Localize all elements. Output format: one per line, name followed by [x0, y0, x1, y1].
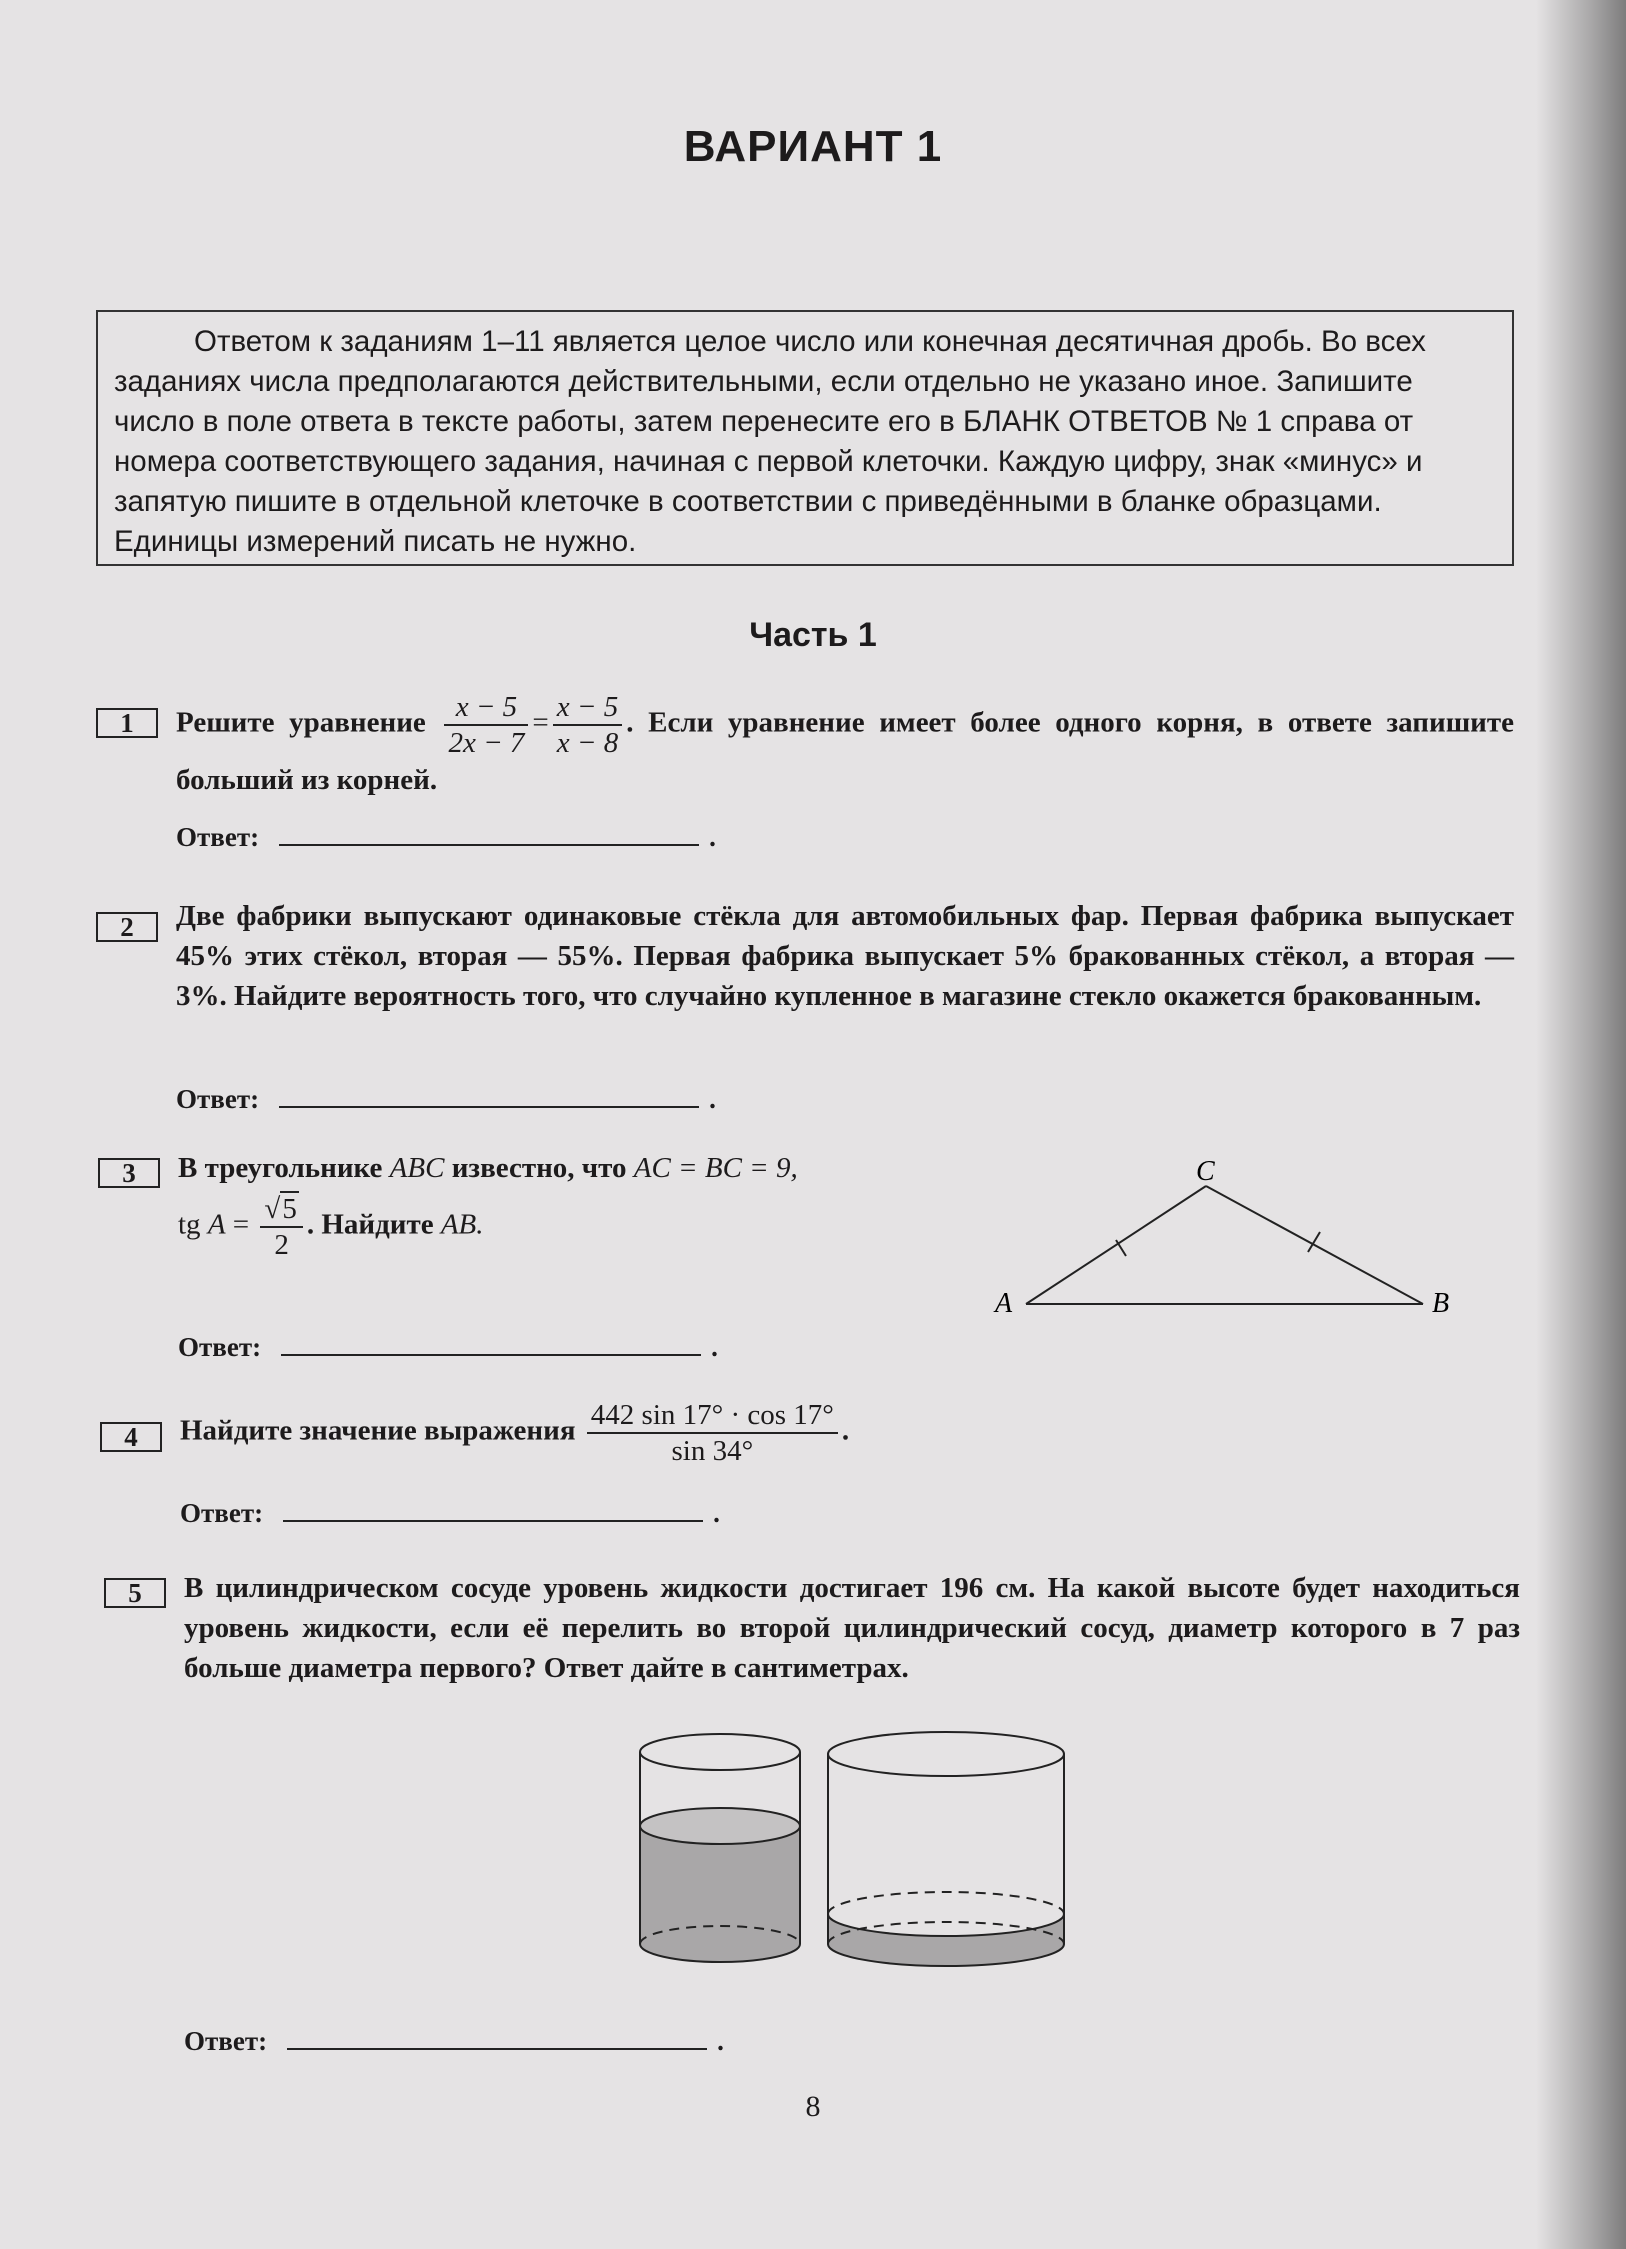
part-title: Часть 1 — [749, 616, 877, 654]
task-number-5: 5 — [104, 1578, 166, 1608]
task-5-text: В цилиндрическом сосуде уровень жидкости достигает 196 см. На какой высоте будет находиться уровень жидкости, если её перелить во второй цилиндрический сосуд, диаметр которого в 7 раз больше диаметра первого? Ответ дайте в сантиметрах. — [184, 1572, 1520, 1684]
vertex-label-a: A — [995, 1288, 1013, 1319]
task-3-intro: В треугольнике — [178, 1152, 383, 1184]
task-4-text — [180, 1398, 1280, 1468]
task-number-1: 1 — [96, 708, 158, 738]
task-number-2: 2 — [96, 912, 158, 942]
task-1-right-numerator: x − 5 — [553, 690, 622, 726]
vertex-label-b: B — [1432, 1288, 1450, 1319]
triangle-shape — [1026, 1186, 1423, 1304]
answer-dot: . — [717, 2026, 724, 2056]
task-4-end: . — [841, 1414, 850, 1447]
task-number-4: 4 — [100, 1422, 162, 1452]
task-1-left-denominator: 2x − 7 — [448, 727, 525, 759]
answer-field-5[interactable] — [287, 2044, 707, 2050]
answer-field-3[interactable] — [281, 1350, 701, 1356]
cylinders-figure — [630, 1730, 1090, 1980]
task-1-text — [176, 690, 1514, 800]
task-3-numerator: √5 — [260, 1192, 302, 1228]
task-1-intro: Решите уравнение — [176, 706, 426, 739]
answer-label: Ответ: — [176, 822, 260, 852]
task-number-3: 3 — [98, 1158, 160, 1188]
task-1-equals: = — [532, 706, 549, 739]
task-1-rest: . Если уравнение имеет более одного корня, в ответе запишите больший из корней. — [176, 706, 1515, 796]
wide-cylinder — [828, 1732, 1064, 1966]
task-4-denominator: sin 34° — [671, 1435, 754, 1467]
answer-dot: . — [711, 1332, 718, 1362]
task-3-abc: ABC — [389, 1152, 445, 1184]
vertex-label-c: C — [1196, 1160, 1215, 1187]
answer-label: Ответ: — [176, 1084, 260, 1114]
task-3-find: . Найдите — [306, 1208, 434, 1241]
task-3-radicand: 5 — [282, 1193, 297, 1225]
narrow-cylinder — [640, 1734, 800, 1962]
answer-label: Ответ: — [180, 1498, 264, 1528]
task-3-tg: tg — [178, 1208, 201, 1241]
task-3-denominator: 2 — [274, 1229, 289, 1261]
answer-field-2[interactable] — [279, 1102, 699, 1108]
task-3-known: известно, что — [451, 1152, 627, 1184]
task-3-equality: AC = BC = 9, — [633, 1152, 798, 1184]
page-edge-shadow — [1536, 0, 1626, 2249]
task-1-answer — [176, 822, 716, 853]
task-2-text: Две фабрики выпускают одинаковые стёкла для автомобильных фар. Первая фабрика выпускает 45% этих стёкол, вторая — 55%. Первая фабрика выпускает 5% бракованных стёкол, а вторая — 3%. Найдите вероятность того, что случайно купленное в магазине стекло окажется бракованным. — [176, 900, 1514, 1012]
task-4-fraction — [587, 1398, 838, 1468]
triangle-figure — [980, 1160, 1480, 1320]
task-1-left-numerator: x − 5 — [444, 690, 528, 726]
task-3-fraction — [260, 1192, 302, 1262]
task-3-ab: AB. — [440, 1208, 484, 1241]
task-1-fraction-right — [553, 690, 622, 760]
instructions-box — [96, 310, 1514, 566]
answer-dot: . — [709, 1084, 716, 1114]
answer-field-1[interactable] — [279, 840, 699, 846]
task-1-fraction-left — [444, 690, 528, 760]
answer-dot: . — [713, 1498, 720, 1528]
task-3-line-1 — [178, 1148, 998, 1188]
task-3-answer — [178, 1332, 718, 1363]
answer-label: Ответ: — [178, 1332, 262, 1362]
task-4-intro: Найдите значение выражения — [180, 1414, 576, 1447]
answer-field-4[interactable] — [283, 1516, 703, 1522]
answer-label: Ответ: — [184, 2026, 268, 2056]
task-5-answer — [184, 2026, 724, 2057]
instructions-text: Ответом к заданиям 1–11 является целое число или конечная десятичная дробь. Во всех заданиях числа предполагаются действительными, если отдельно не указано иное. Запишите число в поле ответа в тексте работы, затем перенесите его в БЛАНК ОТВЕТОВ № 1 справа от номера соответствующего задания, начиная с первой клеточки. Каждую цифру, знак «минус» и запятую пишите в отдельной клеточке в соответствии с приведёнными в бланке образцами. Единицы измерений писать не нужно. — [114, 325, 1426, 558]
answer-dot: . — [709, 822, 716, 852]
variant-title: ВАРИАНТ 1 — [683, 122, 943, 171]
task-2-answer — [176, 1084, 716, 1115]
task-4-numerator: 442 sin 17° · cos 17° — [587, 1398, 838, 1434]
task-3-line-2 — [178, 1192, 998, 1262]
task-1-right-denominator: x − 8 — [556, 727, 619, 759]
task-3-angle-a: A — [207, 1208, 226, 1241]
task-4-answer — [180, 1498, 720, 1529]
task-3-equals: = — [232, 1208, 250, 1241]
page-number: 8 — [805, 2090, 821, 2123]
